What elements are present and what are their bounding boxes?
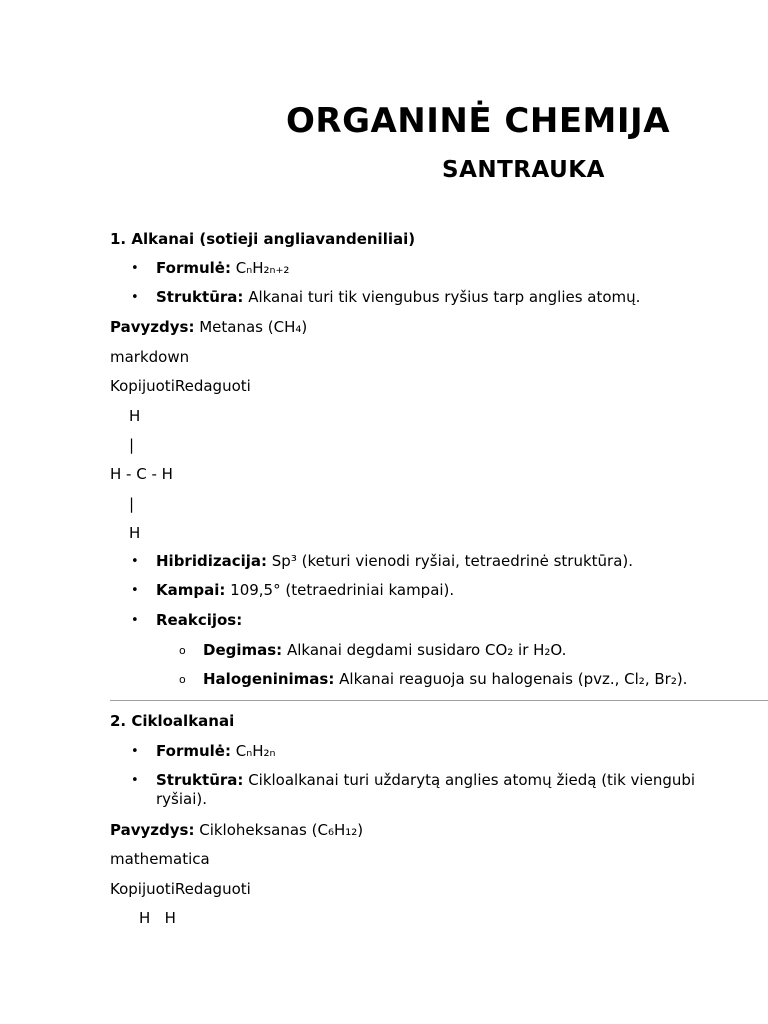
sublist-item-combustion: [203, 640, 566, 660]
code-language-label: markdown: [110, 348, 190, 366]
diagram-line: |: [129, 436, 135, 454]
diagram-line: H: [129, 524, 141, 542]
combustion-value: Alkanai degdami susidaro CO₂ ir H₂O.: [286, 641, 567, 659]
list-item-structure: [156, 771, 726, 809]
formula-label: Formulė:: [156, 742, 231, 760]
example-label: Pavyzdys:: [110, 318, 195, 336]
example-line: [110, 820, 363, 840]
section-heading-cycloalkanes: 2. Cikloalkanai: [110, 712, 235, 730]
example-value: Cikloheksanas (C₆H₁₂): [199, 821, 364, 839]
subbullet-marker: o: [179, 673, 186, 686]
hybridization-value: Sp³ (keturi vienodi ryšiai, tetraedrinė struktūra).: [271, 552, 634, 570]
hybridization-label: Hibridizacija:: [156, 552, 267, 570]
list-item-formula: [156, 742, 275, 761]
list-item-structure: [156, 288, 640, 307]
bullet-marker: •: [131, 261, 139, 276]
angles-label: Kampai:: [156, 581, 226, 599]
diagram-line: H - C - H: [110, 465, 173, 483]
diagram-line: H H: [139, 909, 176, 927]
halogenation-label: Halogeninimas:: [203, 670, 335, 688]
bullet-marker: •: [131, 583, 139, 598]
document-title: ORGANINĖ CHEMIJA: [286, 101, 671, 141]
list-item-angles: [156, 581, 454, 600]
structure-label: Struktūra:: [156, 288, 244, 306]
formula-value: CₙH₂ₙ: [235, 742, 276, 760]
bullet-marker: •: [131, 773, 139, 788]
bullet-marker: •: [131, 613, 139, 628]
structure-value: Cikloalkanai turi uždarytą anglies atomų žiedą (tik viengubi ryšiai).: [156, 771, 696, 808]
section-heading-alkanes: 1. Alkanai (sotieji angliavandeniliai): [110, 230, 416, 248]
sublist-item-halogenation: [203, 669, 687, 689]
example-value: Metanas (CH₄): [199, 318, 308, 336]
code-toolbar-copy-edit[interactable]: KopijuotiRedaguoti: [110, 377, 251, 395]
structure-label: Struktūra:: [156, 771, 244, 789]
list-item-formula: [156, 259, 289, 278]
diagram-line: |: [129, 495, 135, 513]
formula-value: CₙH₂ₙ₊₂: [235, 259, 290, 277]
example-line: [110, 317, 307, 337]
bullet-marker: •: [131, 554, 139, 569]
combustion-label: Degimas:: [203, 641, 283, 659]
list-item-hybridization: [156, 552, 633, 571]
example-label: Pavyzdys:: [110, 821, 195, 839]
formula-label: Formulė:: [156, 259, 231, 277]
halogenation-value: Alkanai reaguoja su halogenais (pvz., Cl₂, Br₂).: [339, 670, 688, 688]
code-language-label: mathematica: [110, 850, 210, 868]
list-item-reactions: Reakcijos:: [156, 611, 243, 629]
bullet-marker: •: [131, 290, 139, 305]
structure-value: Alkanai turi tik viengubus ryšius tarp anglies atomų.: [248, 288, 641, 306]
bullet-marker: •: [131, 744, 139, 759]
document-subtitle: SANTRAUKA: [442, 157, 605, 183]
subbullet-marker: o: [179, 644, 186, 657]
horizontal-divider: [110, 700, 768, 701]
diagram-line: H: [129, 407, 141, 425]
angles-value: 109,5° (tetraedriniai kampai).: [230, 581, 455, 599]
code-toolbar-copy-edit[interactable]: KopijuotiRedaguoti: [110, 880, 251, 898]
